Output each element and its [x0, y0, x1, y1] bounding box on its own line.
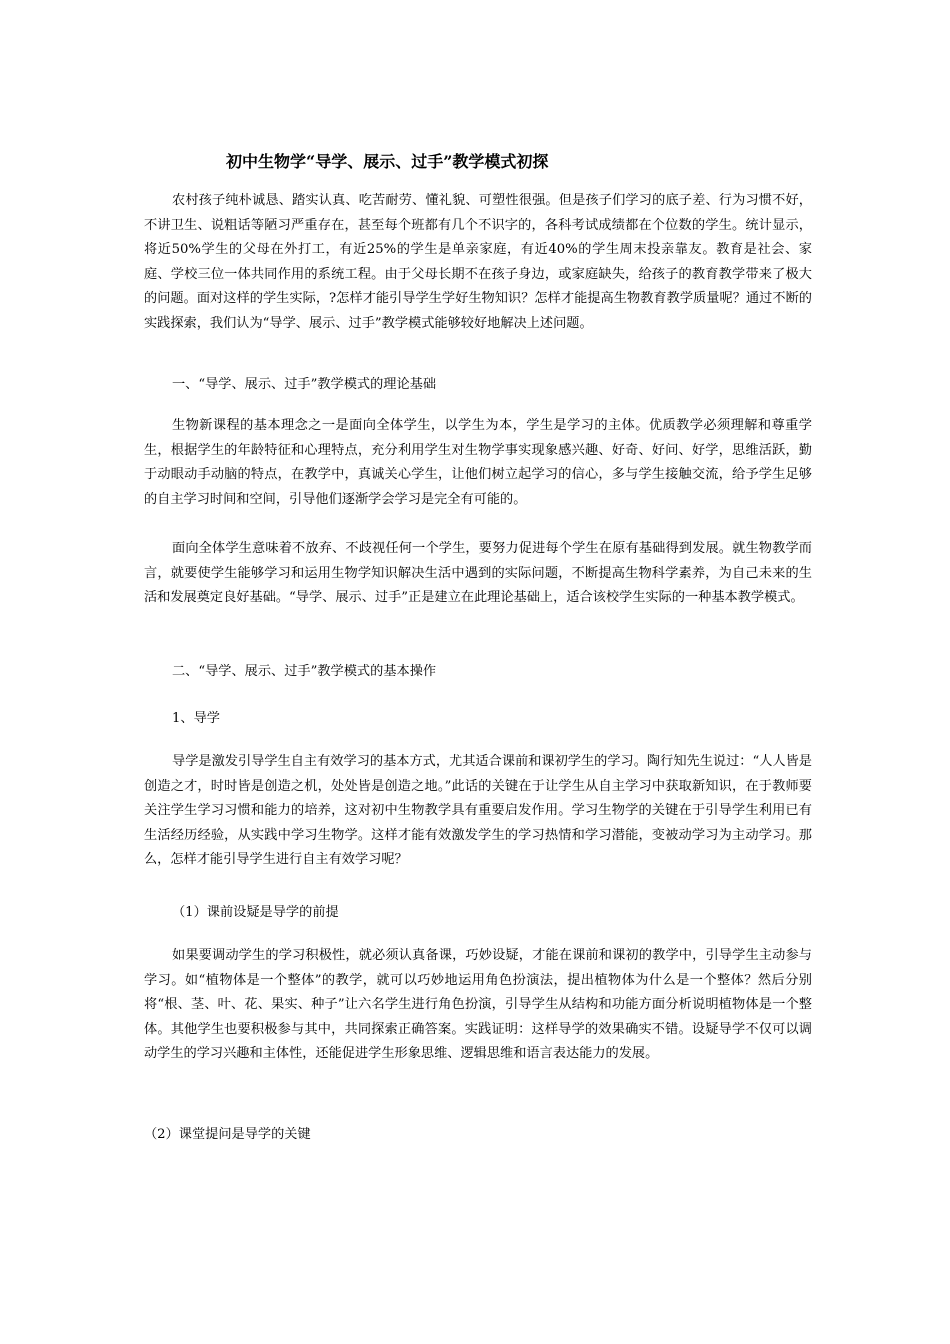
- section-1-heading: 一、“导学、展示、过手”教学模式的理论基础: [172, 377, 437, 392]
- subsection-1-paragraph: 导学是激发引导学生自主有效学习的基本方式，尤其适合课前和课初学生的学习。陶行知先生说过：“人人皆是创造之才，时时皆是创造之机，处处皆是创造之地。”此话的关键在于让学生从自主学习中获取新知识，在于教师要关注学生学习习惯和能力的培养，这对初中生物教学具有重要启发作用。学习生物学的关键在于引导学生利用已有生活经历经验，从实践中学习生物学。这样才能有效激发学生的学习热情和学习潜能，变被动学习为主动学习。那么，怎样才能引导学生进行自主有效学习呢？: [144, 754, 812, 867]
- section-1-paragraph-2: 面向全体学生意味着不放弃、不歧视任何一个学生，要努力促进每个学生在原有基础得到发展。就生物教学而言，就要使学生能够学习和运用生物学知识解决生活中遇到的实际问题，不断提高生物科学素养，为自己未来的生活和发展奠定良好基础。“导学、展示、过手”正是建立在此理论基础上，适合该校学生实际的一种基本教学模式。: [144, 541, 812, 605]
- section-2-heading: 二、“导学、展示、过手”教学模式的基本操作: [172, 664, 437, 679]
- point-2-heading: （2）课堂提问是导学的关键: [144, 1127, 311, 1142]
- point-1-heading: （1）课前设疑是导学的前提: [172, 905, 339, 920]
- subsection-1-heading: 1、导学: [172, 711, 220, 726]
- point-1-paragraph: 如果要调动学生的学习积极性，就必须认真备课，巧妙设疑，才能在课前和课初的教学中，引导学生主动参与学习。如“植物体是一个整体”的教学，就可以巧妙地运用角色扮演法，提出植物体为什么是一个整体？然后分别将“根、茎、叶、花、果实、种子”让六名学生进行角色扮演，引导学生从结构和功能方面分析说明植物体是一个整体。其他学生也要积极参与其中，共同探索正确答案。实践证明：这样导学的效果确实不错。设疑导学不仅可以调动学生的学习兴趣和主体性，还能促进学生形象思维、逻辑思维和语言表达能力的发展。: [144, 948, 812, 1061]
- intro-paragraph: 农村孩子纯朴诚恳、踏实认真、吃苦耐劳、懂礼貌、可塑性很强。但是孩子们学习的底子差、行为习惯不好，不讲卫生、说粗话等陋习严重存在，甚至每个班都有几个不识字的，各科考试成绩都在个位数的学生。统计显示，将近50%学生的父母在外打工，有近25%的学生是单亲家庭，有近40%的学生周末投亲靠友。教育是社会、家庭、学校三位一体共同作用的系统工程。由于父母长期不在孩子身边，或家庭缺失，给孩子的教育教学带来了极大的问题。面对这样的学生实际，?怎样才能引导学生学好生物知识？怎样才能提高生物教育教学质量呢？通过不断的实践探索，我们认为“导学、展示、过手”教学模式能够较好地解决上述问题。: [144, 193, 812, 331]
- section-1-paragraph-1: 生物新课程的基本理念之一是面向全体学生，以学生为本，学生是学习的主体。优质教学必须理解和尊重学生，根据学生的年龄特征和心理特点，充分利用学生对生物学事实现象感兴趣、好奇、好问、好学，思维活跃，勤于动眼动手动脑的特点，在教学中，真诚关心学生，让他们树立起学习的信心，多与学生接触交流，给予学生足够的自主学习时间和空间，引导他们逐渐学会学习是完全有可能的。: [144, 418, 812, 507]
- document-title: 初中生物学“导学、展示、过手”教学模式初探: [226, 152, 549, 171]
